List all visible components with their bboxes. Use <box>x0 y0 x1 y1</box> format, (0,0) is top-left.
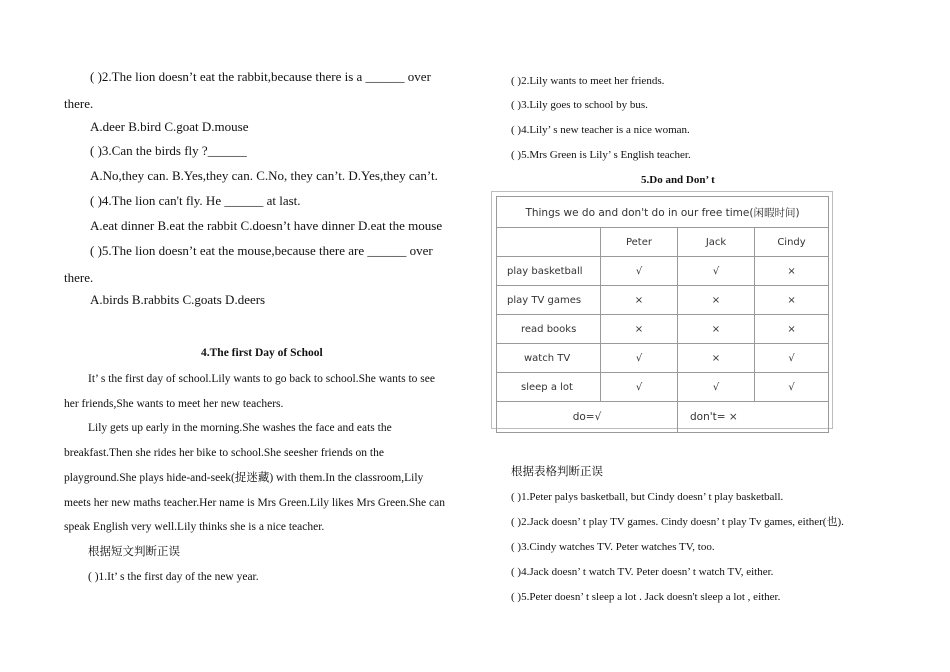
header-jack: Jack <box>678 228 755 257</box>
mark-cell: √ <box>601 373 678 402</box>
section-4-title: 4.The first Day of School <box>201 347 323 359</box>
mark-cell: √ <box>678 373 755 402</box>
legend-do: do=√ <box>497 402 678 433</box>
mark-cell: × <box>601 286 678 315</box>
table-corner <box>497 228 601 257</box>
mark-cell: × <box>678 315 755 344</box>
question-4: ( )4.The lion can't fly. He ______ at last. <box>90 193 301 208</box>
mark-cell: √ <box>755 344 829 373</box>
mark-cell: √ <box>601 257 678 286</box>
judge-item-1: ( )1.It’ s the first day of the new year. <box>88 571 259 583</box>
activity-label: watch TV <box>497 344 601 373</box>
passage-line-2: her friends,She wants to meet her new teachers. <box>64 398 284 410</box>
passage-line-1: It’ s the first day of school.Lily wants to go back to school.She wants to see <box>88 373 435 385</box>
question-5-line1: ( )5.The lion doesn’t eat the mouse,because there are ______ over <box>90 243 433 258</box>
question-3-options: A.No,they can. B.Yes,they can. C.No, they can’t. D.Yes,they can’t. <box>90 168 438 183</box>
table-row <box>497 344 829 373</box>
mark-cell: × <box>601 315 678 344</box>
mark-cell: × <box>678 344 755 373</box>
question-2-options: A.deer B.bird C.goat D.mouse <box>90 119 249 134</box>
passage-line-4: breakfast.Then she rides her bike to school.She seesher friends on the <box>64 447 384 459</box>
judge-item-2: ( )2.Lily wants to meet her friends. <box>511 75 665 87</box>
mark-cell: × <box>755 286 829 315</box>
mark-cell: √ <box>601 344 678 373</box>
free-time-table-image <box>491 191 833 429</box>
table-judge-item-4: ( )4.Jack doesn’ t watch TV. Peter doesn’ t watch TV, either. <box>511 566 774 578</box>
mark-cell: √ <box>755 373 829 402</box>
question-3: ( )3.Can the birds fly ?______ <box>90 143 247 158</box>
passage-line-6: meets her new maths teacher.Her name is Mrs Green.Lily likes Mrs Green.She can <box>64 497 445 509</box>
table-judge-item-2: ( )2.Jack doesn’ t play TV games. Cindy doesn’ t play Tv games, either(也). <box>511 516 844 528</box>
judge-label-passage: 根据短文判断正误 <box>88 546 180 558</box>
question-5-options: A.birds B.rabbits C.goats D.deers <box>90 292 266 307</box>
question-2-line2: there. <box>64 96 94 111</box>
question-2-line1: ( )2.The lion doesn’t eat the rabbit,because there is a ______ over <box>90 69 431 84</box>
table-caption: Things we do and don't do in our free time(闲暇时间) <box>497 197 829 228</box>
mark-cell: × <box>755 315 829 344</box>
table-judge-item-1: ( )1.Peter palys basketball, but Cindy doesn’ t play basketball. <box>511 491 784 503</box>
table-row <box>497 315 829 344</box>
header-peter: Peter <box>601 228 678 257</box>
table-row <box>497 257 829 286</box>
judge-item-4: ( )4.Lily’ s new teacher is a nice woman. <box>511 124 690 136</box>
header-cindy: Cindy <box>755 228 829 257</box>
judge-item-5: ( )5.Mrs Green is Lily’ s English teacher. <box>511 149 691 161</box>
table-judge-item-3: ( )3.Cindy watches TV. Peter watches TV, too. <box>511 541 715 553</box>
mark-cell: √ <box>678 257 755 286</box>
passage-line-7: speak English very well.Lily thinks she is a nice teacher. <box>64 521 325 533</box>
passage-line-5: playground.She plays hide-and-seek(捉迷藏) with them.In the classroom,Lily <box>64 472 424 484</box>
passage-line-3: Lily gets up early in the morning.She washes the face and eats the <box>88 422 392 434</box>
section-5-title: 5.Do and Don’ t <box>641 174 715 186</box>
free-time-table <box>496 196 829 433</box>
question-5-line2: there. <box>64 270 94 285</box>
legend-dont: don't= × <box>678 402 829 433</box>
table-judge-item-5: ( )5.Peter doesn’ t sleep a lot . Jack doesn't sleep a lot , either. <box>511 591 781 603</box>
activity-label: play basketball <box>497 257 601 286</box>
question-4-options: A.eat dinner B.eat the rabbit C.doesn’t have dinner D.eat the mouse <box>90 218 443 233</box>
judge-item-3: ( )3.Lily goes to school by bus. <box>511 99 648 111</box>
mark-cell: × <box>755 257 829 286</box>
table-row <box>497 286 829 315</box>
activity-label: play TV games <box>497 286 601 315</box>
activity-label: sleep a lot <box>497 373 601 402</box>
table-row <box>497 373 829 402</box>
activity-label: read books <box>497 315 601 344</box>
mark-cell: × <box>678 286 755 315</box>
judge-label-table: 根据表格判断正误 <box>511 466 603 478</box>
